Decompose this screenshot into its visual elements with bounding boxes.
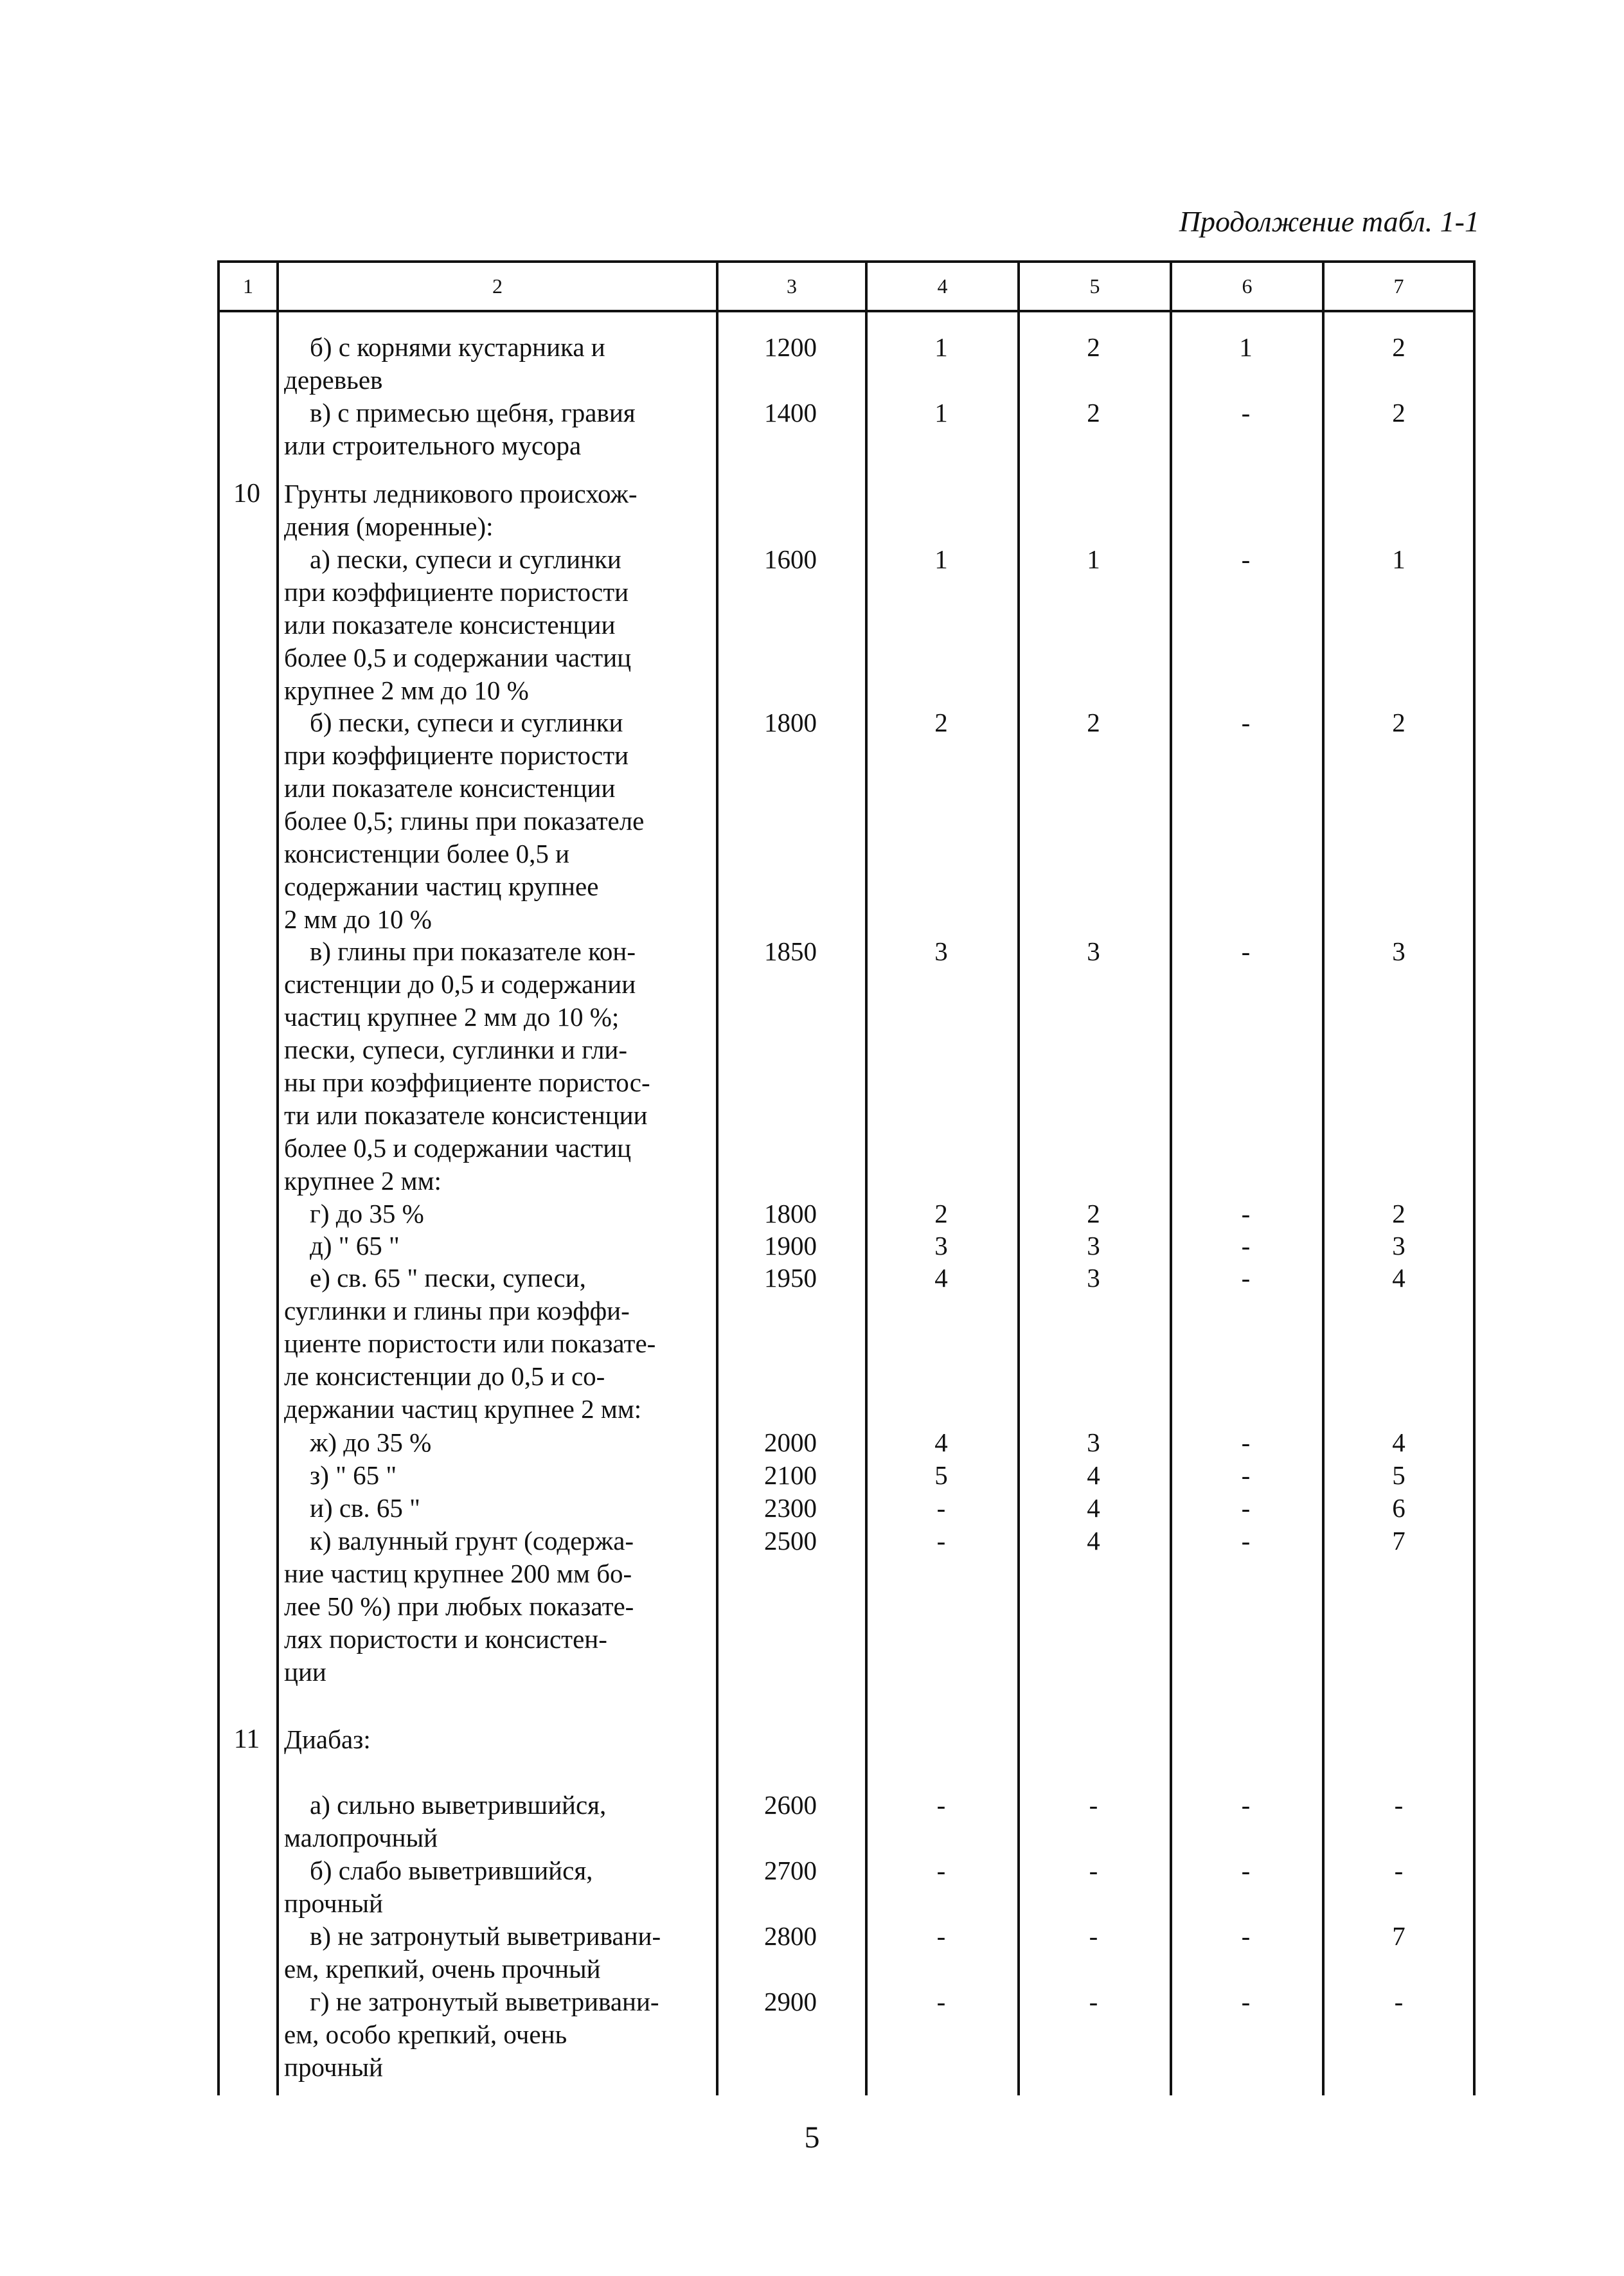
value-col-3: 2300 — [764, 1493, 817, 1523]
value-col-3: 1400 — [764, 398, 817, 427]
value-col-6: - — [1241, 1790, 1251, 1820]
description-line: более 0,5 и содержании частиц — [284, 1133, 632, 1163]
header-cell-4: 4 — [937, 274, 948, 298]
value-col-3: 1850 — [764, 936, 817, 966]
value-col-7: 7 — [1392, 1921, 1405, 1951]
table-row — [217, 1230, 1476, 1262]
description-line: при коэффициенте пористости — [284, 740, 629, 770]
description-line: а) пески, супеси и суглинки — [310, 544, 621, 574]
header-cell-2: 2 — [492, 274, 503, 298]
header-cell-6: 6 — [1242, 274, 1253, 298]
value-col-7: 2 — [1392, 332, 1405, 362]
table-row — [217, 1854, 1476, 1920]
value-col-7: 2 — [1392, 398, 1405, 427]
soil-description — [284, 935, 716, 1197]
description-line: ции — [284, 1657, 326, 1687]
description-line: малопрочный — [284, 1823, 438, 1852]
description-line: к) валунный грунт (содержа- — [310, 1526, 634, 1555]
value-col-4: - — [936, 1921, 946, 1951]
table-row — [217, 706, 1476, 936]
value-col-7: - — [1394, 1856, 1404, 1885]
value-col-6: 1 — [1239, 332, 1253, 362]
table-row — [217, 1789, 1476, 1854]
description-line: Грунты ледникового происхож- — [284, 479, 638, 508]
value-col-7: 6 — [1392, 1493, 1405, 1523]
header-cell-1: 1 — [243, 274, 253, 298]
value-col-5: - — [1089, 1921, 1098, 1951]
soil-description — [284, 1230, 716, 1262]
value-col-6: - — [1241, 1856, 1251, 1885]
value-col-5: 2 — [1087, 1199, 1100, 1228]
value-col-6: - — [1241, 1199, 1251, 1228]
value-col-3: 1900 — [764, 1231, 817, 1260]
value-col-5: 2 — [1087, 708, 1100, 737]
table-row — [217, 1459, 1476, 1492]
value-col-5: 4 — [1087, 1460, 1100, 1490]
value-col-6: - — [1241, 1921, 1251, 1951]
table-row — [217, 1262, 1476, 1426]
description-line: б) пески, супеси и суглинки — [310, 708, 623, 737]
description-line: или строительного мусора — [284, 431, 582, 460]
value-col-5: - — [1089, 1856, 1098, 1885]
value-col-4: - — [936, 1856, 946, 1885]
value-col-7: - — [1394, 1987, 1404, 2016]
value-col-5: - — [1089, 1987, 1098, 2016]
value-col-4: 1 — [934, 332, 948, 362]
value-col-7: 3 — [1392, 936, 1405, 966]
value-col-4: - — [936, 1493, 946, 1523]
value-col-5: 3 — [1087, 1263, 1100, 1293]
soil-description — [284, 1985, 716, 2084]
value-col-3: 1200 — [764, 332, 817, 362]
soil-description — [284, 1197, 716, 1230]
description-line: консистенции более 0,5 и — [284, 839, 570, 868]
description-line: содержании частиц крупнее — [284, 872, 599, 901]
header-bottom-border — [217, 310, 1476, 312]
soil-description — [284, 1426, 716, 1459]
soil-description — [284, 1262, 716, 1426]
value-col-5: 2 — [1087, 332, 1100, 362]
value-col-3: 2900 — [764, 1987, 817, 2016]
table-row — [217, 935, 1476, 1197]
description-line: лее 50 %) при любых показате- — [284, 1591, 634, 1621]
description-line: частиц крупнее 2 мм до 10 %; — [284, 1002, 620, 1032]
description-line: систенции до 0,5 и содержании — [284, 969, 636, 999]
data-table — [217, 260, 1476, 2095]
table-row — [217, 1492, 1476, 1525]
description-line: циенте пористости или показате- — [284, 1329, 656, 1358]
description-line: крупнее 2 мм: — [284, 1166, 442, 1196]
value-col-6: - — [1241, 1231, 1251, 1260]
description-line: пески, супеси, суглинки и гли- — [284, 1035, 628, 1064]
table-row — [217, 543, 1476, 707]
value-col-7: 4 — [1392, 1263, 1405, 1293]
value-col-5: 4 — [1087, 1493, 1100, 1523]
soil-description — [284, 1920, 716, 1985]
value-col-3: 1800 — [764, 1199, 817, 1228]
value-col-7: 2 — [1392, 708, 1405, 737]
value-col-6: - — [1241, 1428, 1251, 1457]
description-line: или показателе консистенции — [284, 610, 616, 640]
description-line: и) св. 65 " — [310, 1493, 420, 1523]
value-col-6: - — [1241, 1460, 1251, 1490]
value-col-4: 1 — [934, 398, 948, 427]
table-row — [217, 1985, 1476, 2084]
value-col-6: - — [1241, 1526, 1251, 1555]
row-number: 10 — [233, 479, 260, 508]
value-col-5: - — [1089, 1790, 1098, 1820]
value-col-7: 1 — [1392, 544, 1405, 574]
value-col-7: 2 — [1392, 1199, 1405, 1228]
description-line: дения (моренные): — [284, 512, 494, 541]
description-line: ны при коэффициенте пористос- — [284, 1068, 650, 1097]
description-line: деревьев — [284, 365, 383, 395]
table-row — [217, 1723, 1476, 1756]
description-line: е) св. 65 " пески, супеси, — [310, 1263, 586, 1293]
value-col-5: 3 — [1087, 1428, 1100, 1457]
description-line: лях пористости и консистен- — [284, 1624, 607, 1654]
value-col-4: 5 — [934, 1460, 948, 1490]
value-col-5: 4 — [1087, 1526, 1100, 1555]
description-line: ле консистенции до 0,5 и со- — [284, 1361, 605, 1391]
table-row — [217, 331, 1476, 397]
value-col-4: 3 — [934, 1231, 948, 1260]
table-caption: Продолжение табл. 1-1 — [1179, 205, 1479, 238]
header-cell-3: 3 — [787, 274, 797, 298]
soil-description — [284, 543, 716, 707]
description-line: з) " 65 " — [310, 1460, 397, 1490]
value-col-5: 3 — [1087, 1231, 1100, 1260]
description-line: г) не затронутый выветривани- — [310, 1987, 659, 2016]
value-col-7: 4 — [1392, 1428, 1405, 1457]
soil-description — [284, 397, 716, 462]
table-row — [217, 1426, 1476, 1459]
value-col-6: - — [1241, 1987, 1251, 2016]
description-line: г) до 35 % — [310, 1199, 424, 1228]
value-col-5: 1 — [1087, 544, 1100, 574]
value-col-4: 4 — [934, 1428, 948, 1457]
description-line: ж) до 35 % — [310, 1428, 432, 1457]
header-cell-7: 7 — [1393, 274, 1404, 298]
value-col-6: - — [1241, 708, 1251, 737]
soil-description — [284, 1789, 716, 1854]
value-col-3: 2000 — [764, 1428, 817, 1457]
value-col-4: 2 — [934, 708, 948, 737]
description-line: ти или показателе консистенции — [284, 1100, 648, 1130]
value-col-7: 7 — [1392, 1526, 1405, 1555]
description-line: более 0,5; глины при показателе — [284, 806, 645, 836]
soil-description — [284, 1459, 716, 1492]
description-line: Диабаз: — [284, 1725, 371, 1754]
description-line: ем, особо крепкий, очень — [284, 2020, 567, 2049]
description-line: а) сильно выветрившийся, — [310, 1790, 607, 1820]
value-col-3: 2700 — [764, 1856, 817, 1885]
value-col-7: - — [1394, 1790, 1404, 1820]
description-line: в) глины при показателе кон- — [310, 936, 636, 966]
soil-description — [284, 331, 716, 397]
description-line: в) с примесью щебня, гравия — [310, 398, 636, 427]
soil-description — [284, 706, 716, 936]
value-col-4: - — [936, 1526, 946, 1555]
soil-description — [284, 1525, 716, 1689]
page-number: 5 — [804, 2120, 820, 2155]
value-col-6: - — [1241, 544, 1251, 574]
soil-description — [284, 1492, 716, 1525]
value-col-4: - — [936, 1987, 946, 2016]
table-row — [217, 1525, 1476, 1689]
description-line: б) слабо выветрившийся, — [310, 1856, 593, 1885]
description-line: ем, крепкий, очень прочный — [284, 1954, 601, 1984]
value-col-6: - — [1241, 398, 1251, 427]
table-row — [217, 478, 1476, 543]
description-line: прочный — [284, 2052, 383, 2082]
value-col-7: 3 — [1392, 1231, 1405, 1260]
description-line: б) с корнями кустарника и — [310, 332, 605, 362]
value-col-3: 1600 — [764, 544, 817, 574]
value-col-5: 3 — [1087, 936, 1100, 966]
description-line: 2 мм до 10 % — [284, 904, 432, 934]
description-line: крупнее 2 мм до 10 % — [284, 676, 529, 705]
soil-description — [284, 478, 716, 543]
description-line: в) не затронутый выветривани- — [310, 1921, 661, 1951]
value-col-5: 2 — [1087, 398, 1100, 427]
value-col-6: - — [1241, 1263, 1251, 1293]
description-line: или показателе консистенции — [284, 773, 616, 803]
description-line: ние частиц крупнее 200 мм бо- — [284, 1559, 632, 1588]
soil-description — [284, 1723, 716, 1756]
value-col-3: 1950 — [764, 1263, 817, 1293]
table-row — [217, 397, 1476, 462]
value-col-3: 2800 — [764, 1921, 817, 1951]
description-line: более 0,5 и содержании частиц — [284, 643, 632, 672]
value-col-6: - — [1241, 1493, 1251, 1523]
value-col-3: 1800 — [764, 708, 817, 737]
value-col-3: 2600 — [764, 1790, 817, 1820]
value-col-4: 2 — [934, 1199, 948, 1228]
row-number: 11 — [233, 1725, 260, 1754]
description-line: держании частиц крупнее 2 мм: — [284, 1394, 642, 1424]
value-col-6: - — [1241, 936, 1251, 966]
value-col-3: 2500 — [764, 1526, 817, 1555]
header-cell-5: 5 — [1089, 274, 1100, 298]
value-col-4: 4 — [934, 1263, 948, 1293]
soil-description — [284, 1854, 716, 1920]
value-col-4: 3 — [934, 936, 948, 966]
value-col-3: 2100 — [764, 1460, 817, 1490]
description-line: прочный — [284, 1888, 383, 1918]
value-col-7: 5 — [1392, 1460, 1405, 1490]
description-line: при коэффициенте пористости — [284, 577, 629, 607]
table-row — [217, 1197, 1476, 1230]
description-line: д) " 65 " — [310, 1231, 400, 1260]
value-col-4: 1 — [934, 544, 948, 574]
table-row — [217, 1920, 1476, 1985]
description-line: суглинки и глины при коэффи- — [284, 1296, 630, 1325]
value-col-4: - — [936, 1790, 946, 1820]
